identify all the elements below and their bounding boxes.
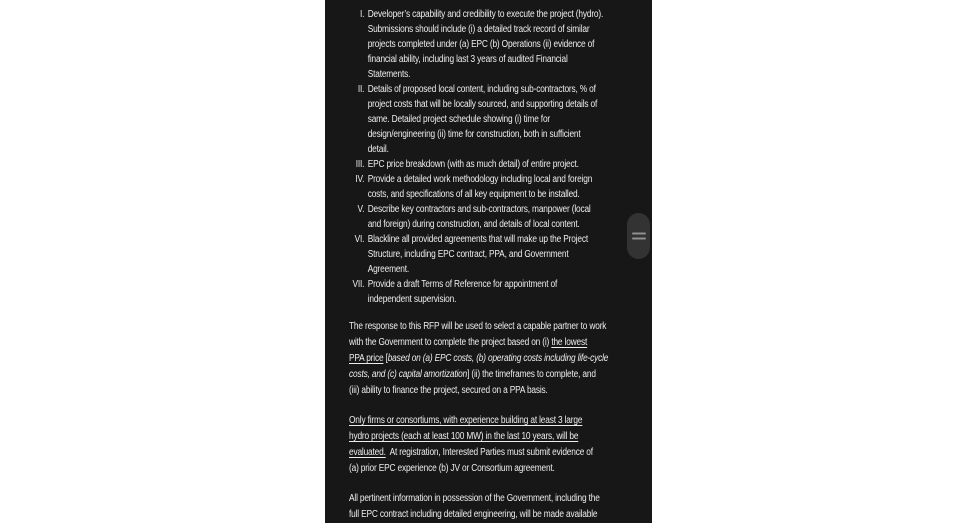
list-marker: V. xyxy=(357,204,365,215)
text-run: At registration, Interested Parties must submit evidence of xyxy=(385,447,593,458)
text-line: costs, and specifications of all key equipment to be installed. xyxy=(367,189,580,200)
grip-lines-icon xyxy=(632,233,646,240)
text-line: Agreement. xyxy=(367,264,410,275)
underlined-text: the lowest xyxy=(551,337,588,348)
text-line: design/engineering (ii) time for construction, both in sufficient xyxy=(367,129,581,140)
list-marker: IV. xyxy=(355,174,365,185)
text-line xyxy=(349,461,652,477)
text-line: Provide a draft Terms of Reference for appointment of xyxy=(367,279,558,290)
text-line: Blackline all provided agreements that will make up the Project xyxy=(367,234,588,245)
list-item xyxy=(349,172,652,202)
text-line: Provide a detailed work methodology including local and foreign xyxy=(367,174,593,185)
text-line: Details of proposed local content, including sub-contractors, % of xyxy=(367,84,596,95)
underlined-text: Only firms or consortiums, with experience building at least 3 large xyxy=(349,415,583,426)
list-item xyxy=(349,277,652,307)
text-line xyxy=(349,413,652,429)
text-line xyxy=(349,491,652,507)
list-item-text xyxy=(368,82,652,157)
text-line: EPC price breakdown (with as much detail) of entire project. xyxy=(367,159,579,170)
text-line: Developer’s capability and credibility to execute the project (hydro). xyxy=(367,9,604,20)
text-line: financial ability, including last 3 years of audited Financial xyxy=(367,54,568,65)
list-item-text xyxy=(368,172,652,202)
text-run: full EPC contract including detailed engineering, will be made available xyxy=(349,509,598,520)
text-run: (a) prior EPC experience (b) JV or Consortium agreement. xyxy=(349,463,555,474)
text-line: projects completed under (a) EPC (b) Operations (ii) evidence of xyxy=(367,39,595,50)
text-line xyxy=(349,383,652,399)
text-line: project costs that will be locally sourced, and supporting details of xyxy=(367,99,598,110)
text-run: All pertinent information in possession of the Government, including the xyxy=(349,493,600,504)
italic-text: costs, and (c) capital amortization xyxy=(349,369,468,380)
text-line: same. Detailed project schedule showing (i) time for xyxy=(367,114,551,125)
text-line: Describe key contractors and sub-contractors, manpower (local xyxy=(367,204,591,215)
text-line xyxy=(349,351,652,367)
text-line: Submissions should include (i) a detailed track record of similar xyxy=(367,24,590,35)
text-line: independent supervision. xyxy=(367,294,457,305)
text-line xyxy=(349,367,652,383)
document-content xyxy=(349,7,652,523)
text-run: with the Government to complete the project based on (i) xyxy=(349,337,552,348)
text-run: (iii) ability to finance the project, secured on a PPA basis. xyxy=(349,385,548,396)
list-item xyxy=(349,7,652,82)
text-run: [ xyxy=(383,353,388,364)
text-line: and foreign) during construction, and details of local content. xyxy=(367,219,580,230)
text-line xyxy=(349,429,652,445)
underlined-text: evaluated. xyxy=(349,447,386,458)
underlined-text: PPA price xyxy=(349,353,384,364)
text-line xyxy=(349,445,652,461)
list-item xyxy=(349,82,652,157)
text-line xyxy=(349,335,652,351)
list-marker: II. xyxy=(357,84,365,95)
text-line: Statements. xyxy=(367,69,411,80)
list-item-text xyxy=(368,7,652,82)
paragraph xyxy=(349,413,652,477)
list-item xyxy=(349,157,652,172)
list-marker: VII. xyxy=(352,279,365,290)
list-marker: VI. xyxy=(354,234,365,245)
list-item xyxy=(349,202,652,232)
text-run: The response to this RFP will be used to select a capable partner to work xyxy=(349,321,607,332)
paragraph xyxy=(349,319,652,399)
italic-text: based on (a) EPC costs, (b) operating costs including life-cycle xyxy=(387,353,609,364)
list-marker: I. xyxy=(360,9,365,20)
list-item-text xyxy=(368,202,652,232)
list-item-text xyxy=(368,277,652,307)
list-item-text xyxy=(368,232,652,277)
scroll-handle[interactable] xyxy=(627,213,650,259)
text-line xyxy=(349,507,652,523)
text-run: ] (ii) the timeframes to complete, and xyxy=(467,369,596,380)
underlined-text: hydro projects (each at least 100 MW) in the last 10 years, will be xyxy=(349,431,579,442)
paragraph xyxy=(349,491,652,523)
text-line xyxy=(349,319,652,335)
document-page xyxy=(325,0,652,523)
text-line: detail. xyxy=(367,144,389,155)
list-marker: III. xyxy=(355,159,365,170)
text-line: Structure, including EPC contract, PPA, and Government xyxy=(367,249,569,260)
list-item-text xyxy=(368,157,652,172)
list-item xyxy=(349,232,652,277)
